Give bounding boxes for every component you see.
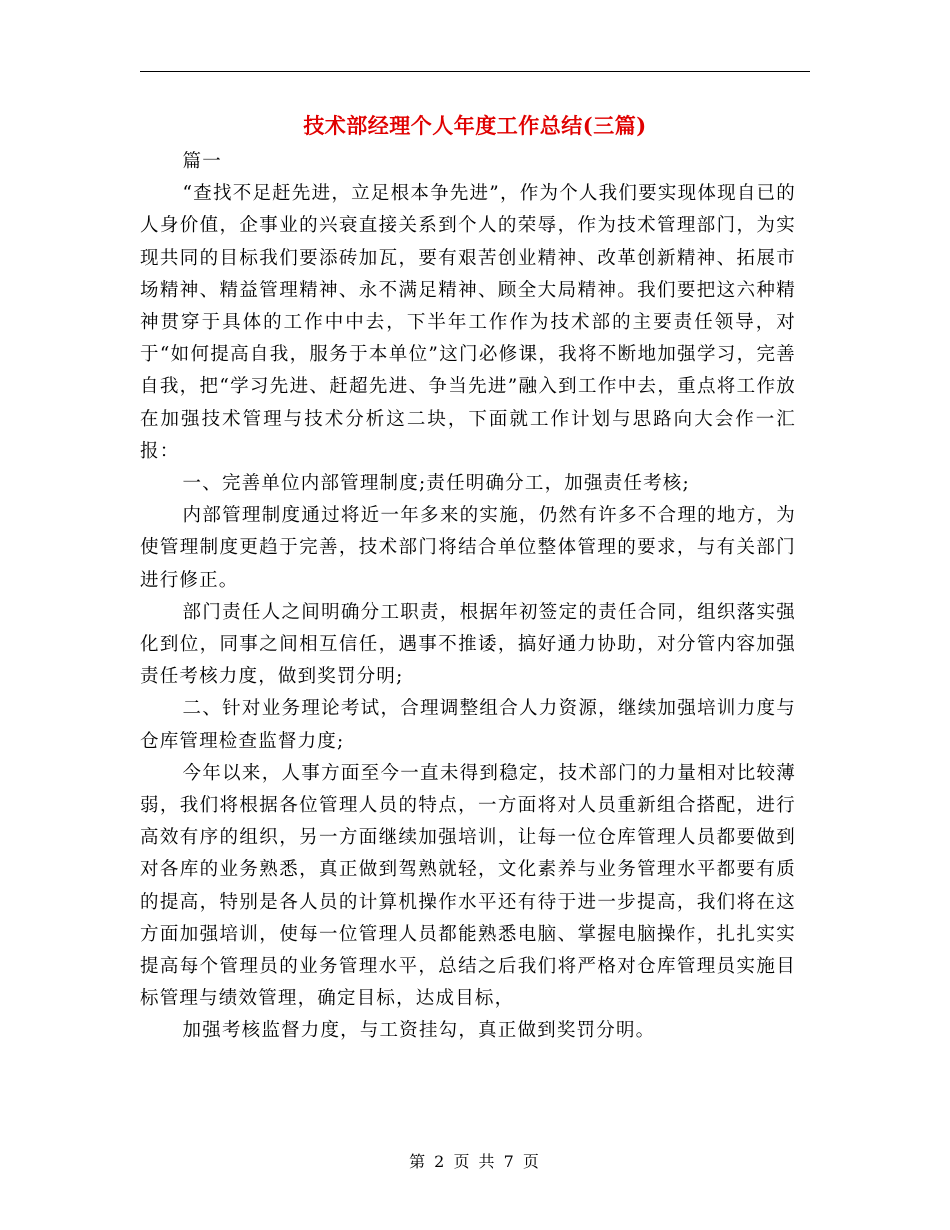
item-one-paragraph-1: 内部管理制度通过将近一年多来的实施，仍然有许多不合理的地方，为使管理制度更趋于完善，技术部门将结合单位整体管理的要求，与有关部门进行修正。 bbox=[140, 505, 796, 591]
intro-paragraph: “查找不足赶先进，立足根本争先进”，作为个人我们要实现体现自已的人身价值，企事业的兴衰直接关系到个人的荣辱，作为技术管理部门，为实现共同的目标我们要添砖加瓦，要有艰苦创业精神、改革创新精神、拓展市场精神、精益管理精神、永不满足精神、顾全大局精神。我们要把这六种精神贯穿于具体的工作中中去，下半年工作作为技术部的主要责任领导，对于“如何提高自我，服务于本单位”这门必修课，我将不断地加强学习，完善自我，把“学习先进、赶超先进、争当先进”融入到工作中去，重点将工作放在加强技术管理与技术分析这二块，下面就工作计划与思路向大会作一汇报： bbox=[140, 183, 796, 462]
document-body bbox=[140, 146, 796, 1048]
item-two-paragraph-2: 加强考核监督力度，与工资挂勾，真正做到奖罚分明。 bbox=[182, 1020, 656, 1042]
item-one-paragraph-2: 部门责任人之间明确分工职责，根据年初签定的责任合同，组织落实强化到位，同事之间相互信任，遇事不推诿，搞好通力协助，对分管内容加强责任考核力度，做到奖罚分明; bbox=[140, 601, 796, 688]
item-two-heading: 二、针对业务理论考试，合理调整组合人力资源，继续加强培训力度与仓库管理检查监督力度; bbox=[140, 698, 796, 752]
document-title: 技术部经理个人年度工作总结(三篇) bbox=[303, 113, 647, 138]
item-two-paragraph-1: 今年以来，人事方面至今一直未得到稳定，技术部门的力量相对比较薄弱，我们将根据各位管理人员的特点，一方面将对人员重新组合搭配，进行高效有序的组织，另一方面继续加强培训，让每一位仓库管理人员都要做到对各库的业务熟悉，真正做到驾熟就轻，文化素养与业务管理水平都要有质的提高，特别是各人员的计算机操作水平还有待于进一步提高，我们将在这方面加强培训，使每一位管理人员都能熟悉电脑、掌握电脑操作，扎扎实实提高每个管理员的业务管理水平，总结之后我们将严格对仓库管理员实施目标管理与绩效管理，确定目标，达成目标， bbox=[140, 762, 796, 1010]
section-heading-part-one: 篇一 bbox=[182, 151, 222, 172]
page-number-footer: 第 2 页 共 7 页 bbox=[409, 1152, 541, 1171]
header-rule bbox=[140, 71, 810, 72]
item-one-heading: 一、完善单位内部管理制度;责任明确分工，加强责任考核; bbox=[182, 473, 690, 495]
